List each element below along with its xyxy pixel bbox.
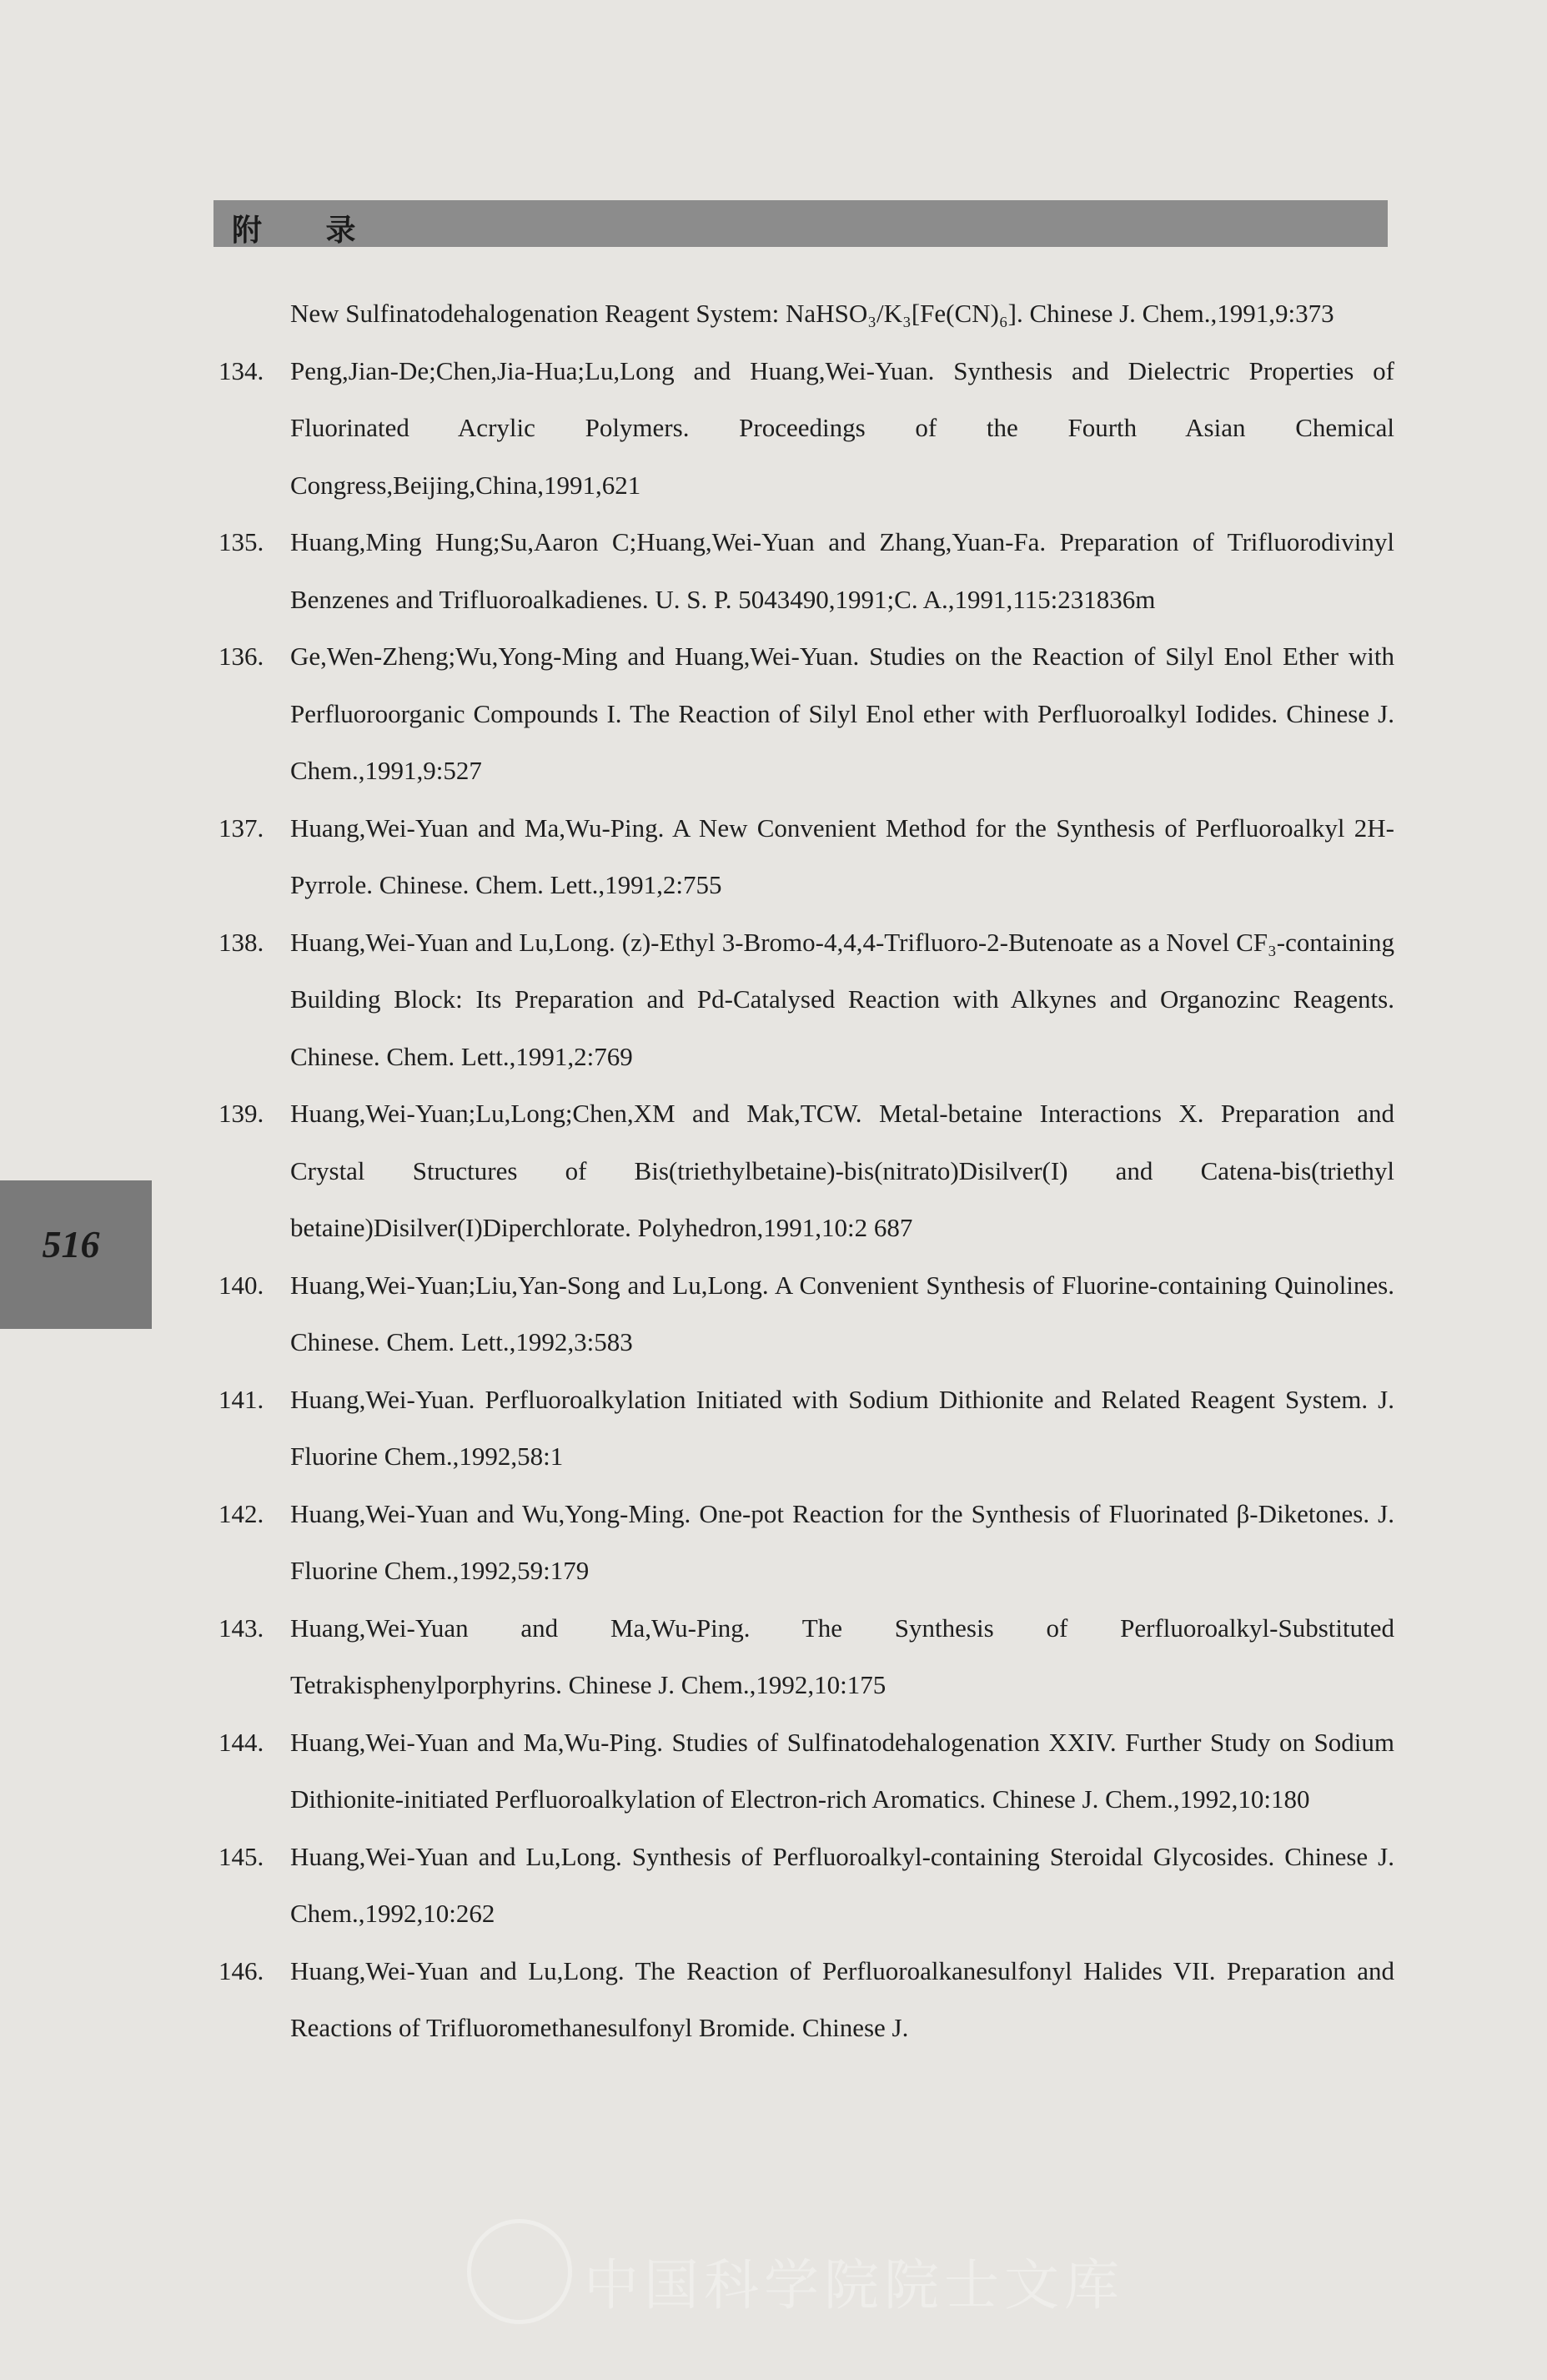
reference-text: Huang,Wei-Yuan and Lu,Long. Synthesis of Perfluoroalkyl-containing Steroidal Glycosides. Chinese J. Chem.,1992,10:262 [290, 1841, 1394, 1928]
watermark [467, 2219, 1268, 2319]
page-number-tab [0, 1180, 152, 1329]
reference-number: 135. [218, 527, 264, 556]
reference-entry [218, 800, 1394, 914]
reference-entry [218, 514, 1394, 628]
reference-entry [218, 343, 1394, 515]
reference-entry [218, 628, 1394, 800]
reference-number: 136. [218, 642, 264, 671]
reference-entry [218, 1371, 1394, 1486]
reference-text: Huang,Wei-Yuan and Lu,Long. The Reaction of Perfluoroalkanesulfonyl Halides VII. Preparation and Reactions of Trifluoromethanesulfonyl Bromide. Chinese J. [290, 1955, 1394, 2042]
reference-entry [218, 1829, 1394, 1943]
section-header-bar [213, 200, 1388, 247]
reference-number: 140. [218, 1270, 264, 1300]
reference-text: Huang,Wei-Yuan and Ma,Wu-Ping. The Synthesis of Perfluoroalkyl-Substituted Tetrakisphenylporphyrins. Chinese J. Chem.,1992,10:175 [290, 1613, 1394, 1699]
reference-number: 146. [218, 1955, 264, 1985]
reference-entry [218, 1257, 1394, 1371]
reference-text: Huang,Wei-Yuan and Ma,Wu-Ping. Studies of Sulfinatodehalogenation XXIV. Further Study on Sodium Dithionite-initiated Perfluoroalkylation of Electron-rich Aromatics. Chinese J. Chem.,1992,10:180 [290, 1727, 1394, 1814]
reference-text: Huang,Wei-Yuan;Lu,Long;Chen,XM and Mak,TCW. Metal-betaine Interactions X. Preparation and Crystal Structures of Bis(triethylbetaine)-bis(nitrato)Disilver(I) and Catena-bis(triethyl betaine)Disilver(I)Diperchlorate. Polyhedron,1991,10:2 687 [290, 1099, 1394, 1242]
reference-list [218, 285, 1394, 2057]
reference-entry [218, 914, 1394, 1086]
reference-text: Ge,Wen-Zheng;Wu,Yong-Ming and Huang,Wei-Yuan. Studies on the Reaction of Silyl Enol Ether with Perfluoroorganic Compounds I. The Reaction of Silyl Enol ether with Perfluoroalkyl Iodides. Chinese J. Chem.,1991,9:527 [290, 642, 1394, 785]
reference-text: Huang,Wei-Yuan;Liu,Yan-Song and Lu,Long. A Convenient Synthesis of Fluorine-containing Quinolines. Chinese. Chem. Lett.,1992,3:583 [290, 1270, 1394, 1356]
reference-text: New Sulfinatodehalogenation Reagent System: NaHSO₃/K₃[Fe(CN)₆]. Chinese J. Chem.,1991,9:373 [290, 299, 1334, 328]
academy-seal-icon [467, 2219, 572, 2324]
reference-text: Huang,Wei-Yuan and Ma,Wu-Ping. A New Convenient Method for the Synthesis of Perfluoroalkyl 2H-Pyrrole. Chinese. Chem. Lett.,1991,2:755 [290, 813, 1394, 899]
reference-text: Huang,Wei-Yuan and Wu,Yong-Ming. One-pot Reaction for the Synthesis of Fluorinated β-Diketones. J. Fluorine Chem.,1992,59:179 [290, 1498, 1394, 1585]
reference-number: 134. [218, 355, 264, 385]
reference-number: 138. [218, 927, 264, 957]
section-title: 附 录 [232, 213, 383, 248]
reference-entry [218, 1085, 1394, 1257]
reference-number: 137. [218, 813, 264, 843]
reference-text: Peng,Jian-De;Chen,Jia-Hua;Lu,Long and Huang,Wei-Yuan. Synthesis and Dielectric Properties of Fluorinated Acrylic Polymers. Proceedings of the Fourth Asian Chemical Congress,Beijing,China,1991,621 [290, 355, 1394, 500]
reference-entry [218, 1600, 1394, 1714]
reference-text: Huang,Wei-Yuan and Lu,Long. (z)-Ethyl 3-Bromo-4,4,4-Trifluoro-2-Butenoate as a Novel CF₃-containing Building Block: Its Preparation and Pd-Catalysed Reaction with Alkynes and Organozinc Reagents. Chinese. Chem. Lett.,1991,2:769 [290, 927, 1394, 1071]
reference-number: 144. [218, 1727, 264, 1757]
reference-entry [218, 1486, 1394, 1600]
reference-number: 142. [218, 1498, 264, 1528]
reference-number: 141. [218, 1384, 264, 1414]
reference-number: 143. [218, 1613, 264, 1643]
reference-entry [218, 1943, 1394, 2057]
watermark-text: 中国科学院院士文库 [584, 2253, 1124, 2317]
reference-entry [218, 1714, 1394, 1829]
reference-entry [218, 285, 1394, 343]
page-number: 516 [42, 1223, 100, 1265]
reference-number: 145. [218, 1841, 264, 1871]
reference-number: 139. [218, 1099, 264, 1128]
reference-text: Huang,Ming Hung;Su,Aaron C;Huang,Wei-Yuan and Zhang,Yuan-Fa. Preparation of Trifluorodivinyl Benzenes and Trifluoroalkadienes. U. S. P. 5043490,1991;C. A.,1991,115:231836m [290, 527, 1394, 614]
reference-text: Huang,Wei-Yuan. Perfluoroalkylation Initiated with Sodium Dithionite and Related Reagent System. J. Fluorine Chem.,1992,58:1 [290, 1384, 1394, 1471]
